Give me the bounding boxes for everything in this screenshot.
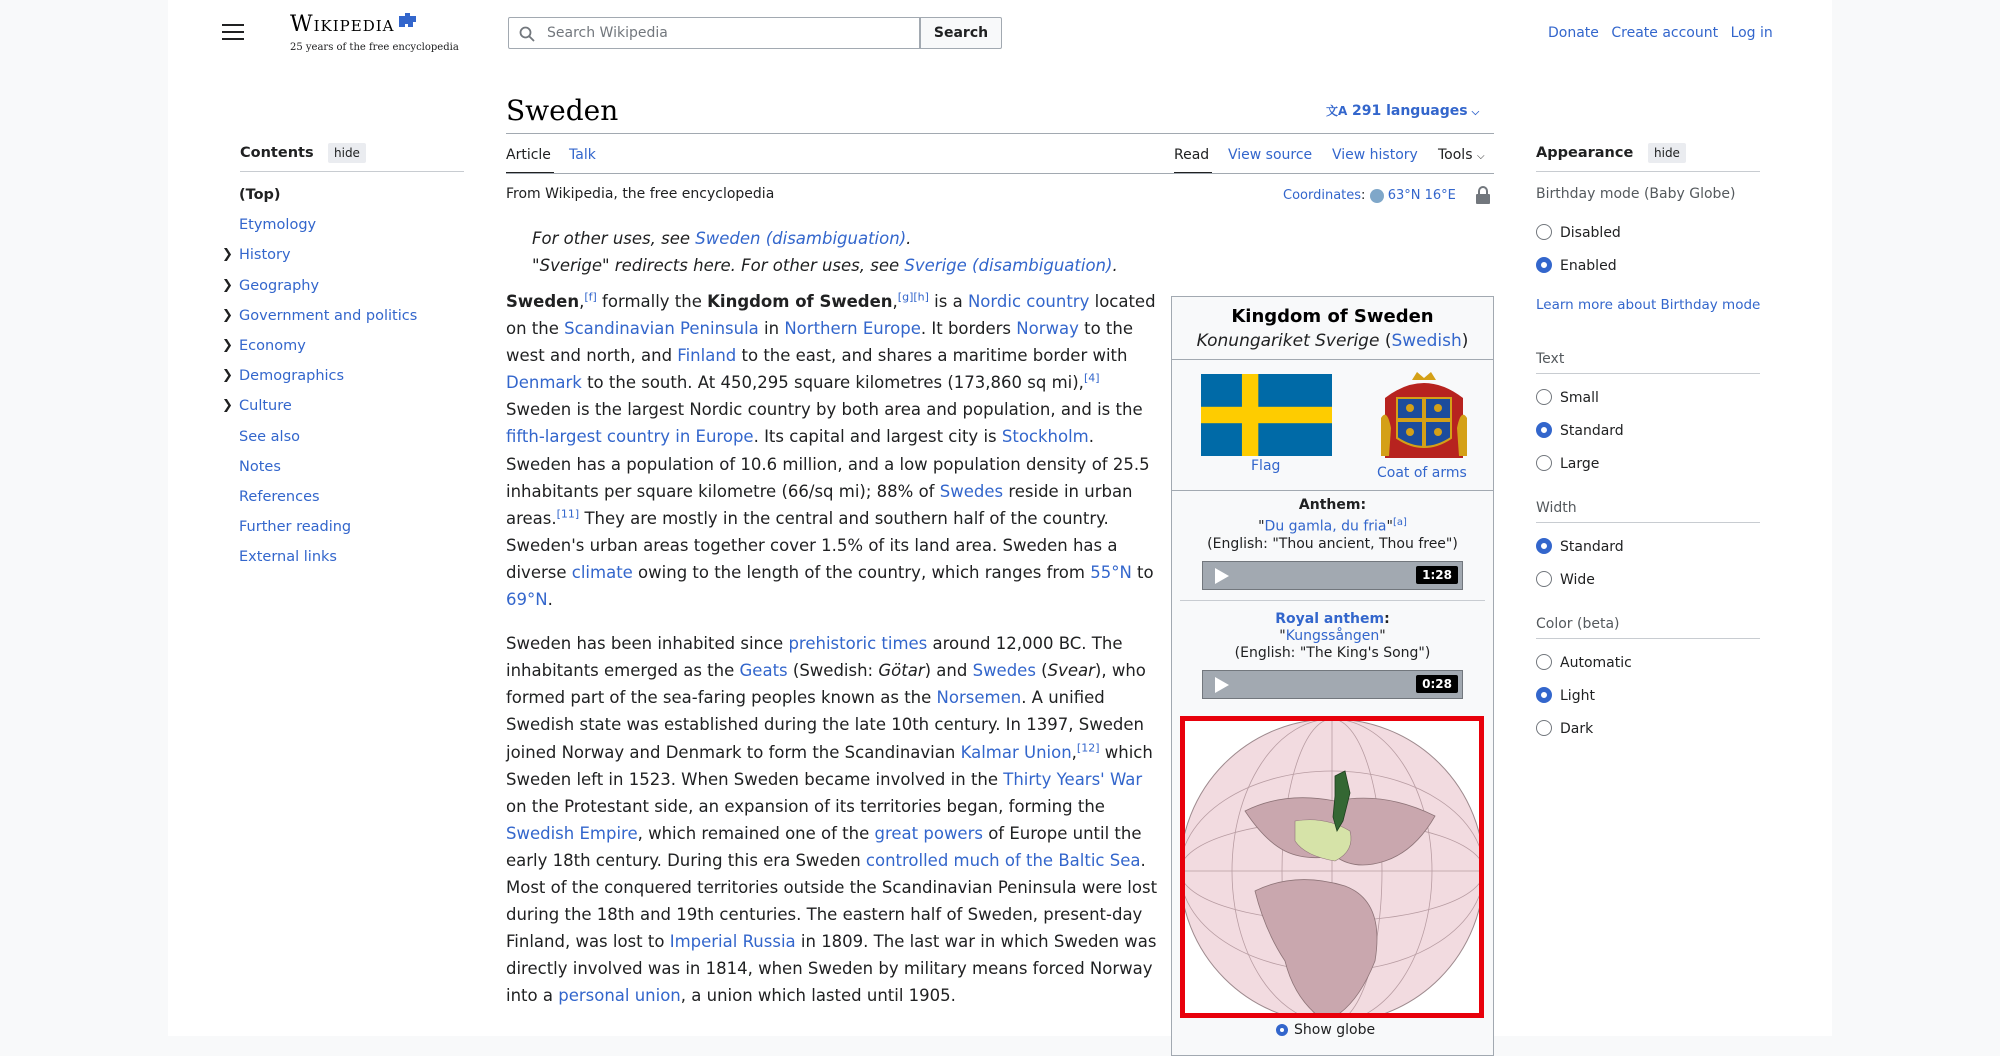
text-small-radio[interactable]	[1536, 390, 1599, 406]
article-link[interactable]: Denmark	[506, 373, 582, 393]
text: located on the	[506, 292, 1156, 339]
radio-button-selected[interactable]	[1536, 257, 1552, 273]
birthday-mode-label: Birthday mode (Baby Globe)	[1536, 186, 1736, 202]
text: to the south. At 450,295 square kilometres (173,860 sq mi),	[581, 373, 1084, 393]
text: which Sweden left in 1523. When Sweden became involved in the	[506, 742, 1153, 789]
text: to the east, and shares a maritime border with	[736, 346, 1128, 366]
bold-text: Sweden	[506, 292, 580, 311]
toc-item-label: Demographics	[239, 368, 345, 385]
appearance-divider	[1536, 171, 1760, 172]
text: . A unified Swedish state was established during the late 10th century. In 1397, Sweden joined Norway and Denmark to form the Scandinavian	[506, 688, 1144, 762]
color-label: Color (beta)	[1536, 616, 1620, 632]
text: (Swedish:	[787, 661, 879, 681]
article-link[interactable]: great powers	[874, 823, 983, 843]
anthem-english: (English: "Thou ancient, Thou free")	[1207, 535, 1458, 552]
location-map[interactable]	[1180, 716, 1484, 1018]
login-link[interactable]: Log in	[1730, 25, 1773, 41]
radio-button[interactable]	[1536, 224, 1552, 240]
article-link[interactable]: climate	[571, 562, 633, 582]
infobox-divider	[1172, 490, 1493, 491]
infobox-emblems	[1172, 360, 1493, 490]
play-icon[interactable]	[1215, 568, 1229, 584]
text: . Most of the conquered territories outside the Scandinavian Peninsula were lost during the 18th and 19th centuries. The eastern half of Sweden, present-day Finland, was lost to	[506, 850, 1158, 952]
article-link[interactable]: controlled much of the Baltic Sea	[865, 850, 1141, 870]
text: Sweden is the largest Nordic country by both area and population, and is the	[506, 400, 1143, 420]
hatnote-disambiguation	[532, 229, 911, 248]
text: is a	[928, 292, 968, 311]
text: ) and	[924, 661, 973, 681]
lead-paragraph-2	[506, 630, 1158, 1009]
article-link[interactable]: Stockholm	[1001, 427, 1089, 447]
tab-read[interactable]: Read	[1174, 147, 1210, 163]
infobox	[1171, 296, 1494, 1056]
radio-label: Standard	[1560, 423, 1624, 439]
text: ,	[892, 292, 898, 311]
radio-label: Disabled	[1560, 225, 1621, 241]
anthem-link[interactable]: Du gamla, du fria	[1264, 518, 1387, 535]
coat-of-arms-image[interactable]	[1377, 368, 1471, 464]
logo-wordmark: Wikipedia	[290, 12, 395, 37]
tab-view-history[interactable]: View history	[1332, 147, 1418, 163]
sweden-flag-image[interactable]	[1201, 374, 1332, 456]
radio-label: Light	[1560, 688, 1595, 704]
table-of-contents	[222, 182, 472, 574]
tab-view-source[interactable]: View source	[1228, 147, 1313, 163]
audio-duration: 0:28	[1416, 675, 1458, 693]
toc-item-label: Etymology	[239, 217, 317, 234]
article-link[interactable]: Swedish Empire	[506, 823, 638, 843]
toc-item-label: (Top)	[239, 187, 281, 203]
text: reside in urban areas.	[506, 481, 1133, 528]
coat-of-arms-caption[interactable]: Coat of arms	[1377, 465, 1467, 481]
article-link[interactable]: Finland	[677, 346, 737, 366]
text: . Its capital and largest city is	[753, 427, 1002, 447]
radio-button[interactable]	[1536, 389, 1552, 405]
learn-more-birthday-link[interactable]: Learn more about Birthday mode	[1536, 297, 1761, 313]
orthographic-globe-image	[1185, 721, 1479, 1013]
text: Sweden has been inhabited since	[506, 634, 789, 654]
article-link[interactable]: 69°N	[506, 590, 548, 610]
chevron-right-icon[interactable]: ❯	[222, 247, 233, 263]
text-size-label: Text	[1536, 351, 1565, 367]
radio-label: Large	[1560, 456, 1600, 472]
text-large-radio[interactable]	[1536, 456, 1599, 472]
article-link[interactable]: 55°N	[1090, 562, 1132, 582]
bold-text: Kingdom of Sweden	[707, 292, 893, 311]
color-dark-radio[interactable]	[1536, 721, 1593, 737]
toc-item-label: Notes	[239, 458, 281, 475]
anthem-audio-player[interactable]	[1202, 561, 1463, 590]
toc-item-label: External links	[239, 549, 337, 566]
width-label: Width	[1536, 500, 1577, 516]
chevron-right-icon[interactable]: ❯	[222, 398, 233, 414]
create-account-link[interactable]: Create account	[1611, 25, 1719, 41]
appearance-hide-button[interactable]: hide	[1648, 143, 1686, 163]
language-count: 291 languages	[1352, 103, 1468, 119]
toc-hide-button[interactable]: hide	[328, 143, 366, 163]
text: (	[1035, 661, 1048, 681]
footnote-link[interactable]: [g][h]	[897, 290, 929, 304]
article-link[interactable]: Swedes	[972, 661, 1036, 681]
tab-talk[interactable]: Talk	[569, 147, 596, 163]
text: to the west and north, and	[506, 319, 1133, 366]
royal-anthem-english: (English: "The King's Song")	[1234, 644, 1431, 661]
text: .	[547, 590, 553, 610]
puzzle-icon	[397, 12, 419, 30]
main-menu-icon[interactable]	[222, 24, 244, 42]
text: to	[1131, 562, 1154, 582]
toc-item-external-links[interactable]	[222, 544, 472, 574]
toc-item-see-also[interactable]	[222, 424, 472, 454]
chevron-right-icon[interactable]: ❯	[222, 307, 233, 323]
article-link[interactable]: Swedes	[939, 481, 1004, 501]
title-divider	[506, 133, 1494, 134]
text: ,	[579, 292, 585, 311]
article-link[interactable]: Norway	[1016, 319, 1079, 339]
language-button[interactable]	[1326, 103, 1479, 119]
text: around 12,000 BC. The inhabitants emerged as the	[506, 634, 1123, 681]
toc-item-label: Government and politics	[239, 307, 418, 324]
search-button[interactable]: Search	[920, 17, 1002, 49]
article-link[interactable]: Thirty Years' War	[1003, 769, 1143, 789]
text: in 1809. The last war in which Sweden was directly involved was in 1814, when Sweden by military means forced Norway into a	[506, 932, 1157, 1006]
text: . Sweden has a population of 10.6 million, and a low population density of 25.5 inhabitants per square kilometre (66/sq mi); 88% of	[506, 427, 1150, 501]
article-link[interactable]: Nordic country	[967, 292, 1090, 311]
hatnote-sverige	[532, 256, 1118, 275]
italic-text: Götar	[878, 661, 925, 681]
infobox-divider	[1180, 600, 1485, 601]
tab-article[interactable]: Article	[506, 147, 551, 163]
play-icon[interactable]	[1215, 677, 1229, 693]
toc-item-references[interactable]	[222, 484, 472, 514]
royal-anthem-audio-player[interactable]	[1202, 670, 1463, 699]
toc-item-further-reading[interactable]	[222, 514, 472, 544]
footnote-link[interactable]: [12]	[1076, 741, 1100, 754]
search-icon	[519, 26, 535, 42]
site-subtitle: From Wikipedia, the free encyclopedia	[506, 186, 775, 202]
article-link[interactable]: Northern Europe	[784, 319, 921, 339]
logo-tagline: 25 years of the free encyclopedia	[290, 42, 459, 53]
user-links	[1548, 25, 1781, 41]
article-link[interactable]: Geats	[739, 661, 788, 681]
wikipedia-logo[interactable]	[290, 12, 419, 37]
toc-item-label: Culture	[239, 398, 292, 415]
text: of Europe until the early 18th century. During this era Sweden	[506, 823, 1142, 870]
toc-item-notes[interactable]	[222, 454, 472, 484]
article-body	[506, 288, 1158, 1026]
toc-item-label: References	[239, 488, 320, 505]
tools-menu[interactable]	[1438, 147, 1485, 163]
article-link[interactable]: fifth-largest country in Europe	[506, 427, 754, 447]
audio-duration: 1:28	[1416, 566, 1458, 584]
section-divider	[1536, 638, 1760, 639]
flag-caption[interactable]: Flag	[1251, 458, 1281, 474]
anthem-title: "Du gamla, du fria"[a]	[1258, 517, 1407, 535]
radio-button-selected[interactable]	[1536, 687, 1552, 703]
footnote-link[interactable]: [11]	[556, 507, 580, 521]
infobox-native-name: Konungariket Sverige (Swedish)	[1196, 331, 1469, 351]
toc-item-etymology[interactable]	[222, 212, 472, 242]
chevron-down-icon: ⌵	[1476, 151, 1485, 162]
footnote-link[interactable]: [4]	[1083, 371, 1100, 385]
text: . It borders	[920, 319, 1017, 339]
text: They are mostly in the central and southern half of the country. Sweden's urban areas together cover 1.5% of its land area. Sweden has a diverse	[506, 508, 1118, 582]
footnote-link[interactable]: [a]	[1392, 517, 1407, 528]
kungssangen-link[interactable]: Kungssången	[1285, 627, 1380, 644]
radio-label: Standard	[1560, 539, 1624, 555]
article-link[interactable]: Norsemen	[936, 688, 1022, 708]
text: , which remained one of the	[637, 823, 875, 843]
disambiguation-link[interactable]: Sweden (disambiguation)	[695, 229, 907, 248]
anthem-label: Anthem:	[1298, 497, 1367, 513]
radio-label: Automatic	[1560, 655, 1632, 671]
toc-item-demographics[interactable]	[222, 363, 472, 393]
show-globe-label: Show globe	[1294, 1022, 1376, 1038]
sverige-disambiguation-link[interactable]: Sverige (disambiguation)	[904, 256, 1113, 275]
section-divider	[1536, 373, 1760, 374]
toc-item-economy[interactable]	[222, 333, 472, 363]
article-link[interactable]: Scandinavian Peninsula	[564, 319, 759, 339]
birthday-enabled-radio[interactable]	[1536, 258, 1617, 274]
section-divider	[1536, 522, 1760, 523]
toc-item-top[interactable]	[222, 182, 472, 212]
hatnote-text: "Sverige" redirects here. For other uses, see	[532, 256, 905, 275]
toc-item-label: See also	[239, 428, 300, 445]
language-icon	[1326, 103, 1348, 119]
article-link[interactable]: Kalmar Union	[960, 742, 1072, 762]
radio-label: Small	[1560, 390, 1599, 406]
coordinates: Coordinates: 63°N 16°E	[1283, 188, 1456, 203]
radio-button-selected[interactable]	[1276, 1024, 1288, 1036]
coordinates-label[interactable]: Coordinates	[1283, 188, 1362, 203]
italic-text: Svear	[1047, 661, 1095, 681]
text: formally the	[596, 292, 708, 311]
article-link[interactable]: prehistoric times	[788, 634, 928, 654]
chevron-right-icon[interactable]: ❯	[222, 337, 233, 353]
lead-paragraph-1	[506, 288, 1158, 613]
page-title: Sweden	[506, 94, 619, 127]
radio-label: Enabled	[1560, 258, 1617, 274]
globe-icon	[1370, 189, 1384, 203]
royal-anthem-link[interactable]: Royal anthem	[1275, 610, 1385, 627]
radio-button[interactable]	[1536, 571, 1552, 587]
search-field[interactable]	[508, 17, 920, 49]
hatnote-text: For other uses, see	[532, 229, 696, 248]
tools-label: Tools	[1438, 147, 1473, 163]
text: in	[758, 319, 785, 339]
chevron-right-icon[interactable]: ❯	[222, 368, 233, 384]
radio-button-selected[interactable]	[1536, 422, 1552, 438]
infobox-title: Kingdom of Sweden	[1231, 306, 1434, 327]
width-standard-radio[interactable]	[1536, 539, 1624, 555]
toc-divider	[240, 171, 464, 172]
donate-link[interactable]: Donate	[1548, 25, 1599, 41]
royal-anthem-label: Royal anthem:	[1275, 610, 1390, 627]
swedish-language-link[interactable]: Swedish	[1391, 331, 1462, 351]
birthday-disabled-radio[interactable]	[1536, 225, 1621, 241]
toc-item-geography[interactable]	[222, 273, 472, 303]
svg-text:文A: 文A	[1326, 104, 1348, 118]
text: ), who formed part of the sea-faring peoples known as the	[506, 661, 1146, 708]
radio-button[interactable]	[1536, 720, 1552, 736]
text: owing to the length of the country, which ranges from	[632, 562, 1091, 582]
chevron-down-icon: ⌵	[1471, 107, 1480, 118]
toc-item-label: Economy	[239, 337, 306, 354]
coordinates-value[interactable]: 63°N 16°E	[1387, 188, 1456, 203]
text: ,	[1071, 742, 1077, 762]
color-light-radio[interactable]	[1536, 688, 1595, 704]
lock-icon[interactable]	[1475, 186, 1491, 204]
radio-button[interactable]	[1536, 455, 1552, 471]
toc-item-label: History	[239, 247, 291, 264]
toc-item-history[interactable]	[222, 242, 472, 272]
radio-label: Dark	[1560, 721, 1594, 737]
search-input[interactable]	[545, 24, 909, 42]
text: , a union which lasted until 1905.	[680, 986, 956, 1006]
hatnote-text: .	[1112, 256, 1118, 275]
radio-label: Wide	[1560, 572, 1595, 588]
chevron-right-icon[interactable]: ❯	[222, 277, 233, 293]
royal-anthem-title: "Kungssången"	[1279, 627, 1386, 644]
toc-item-label: Further reading	[239, 519, 352, 536]
text: on the Protestant side, an expansion of its territories began, forming the	[506, 796, 1105, 816]
footnote-link[interactable]: [f]	[584, 290, 597, 304]
radio-button-selected[interactable]	[1536, 538, 1552, 554]
toc-item-culture[interactable]	[222, 393, 472, 423]
radio-button[interactable]	[1536, 654, 1552, 670]
native-name: Konungariket Sverige	[1196, 331, 1380, 351]
hatnote-text: .	[906, 229, 912, 248]
article-link[interactable]: personal union	[558, 986, 681, 1006]
color-automatic-radio[interactable]	[1536, 655, 1632, 671]
appearance-title: Appearance	[1536, 145, 1634, 161]
width-wide-radio[interactable]	[1536, 572, 1595, 588]
toc-title: Contents	[240, 145, 314, 161]
toc-item-label: Geography	[239, 277, 320, 294]
article-link[interactable]: Imperial Russia	[669, 932, 796, 952]
tabs-divider	[506, 173, 1494, 174]
toc-item-government[interactable]	[222, 303, 472, 333]
text-standard-radio[interactable]	[1536, 423, 1624, 439]
